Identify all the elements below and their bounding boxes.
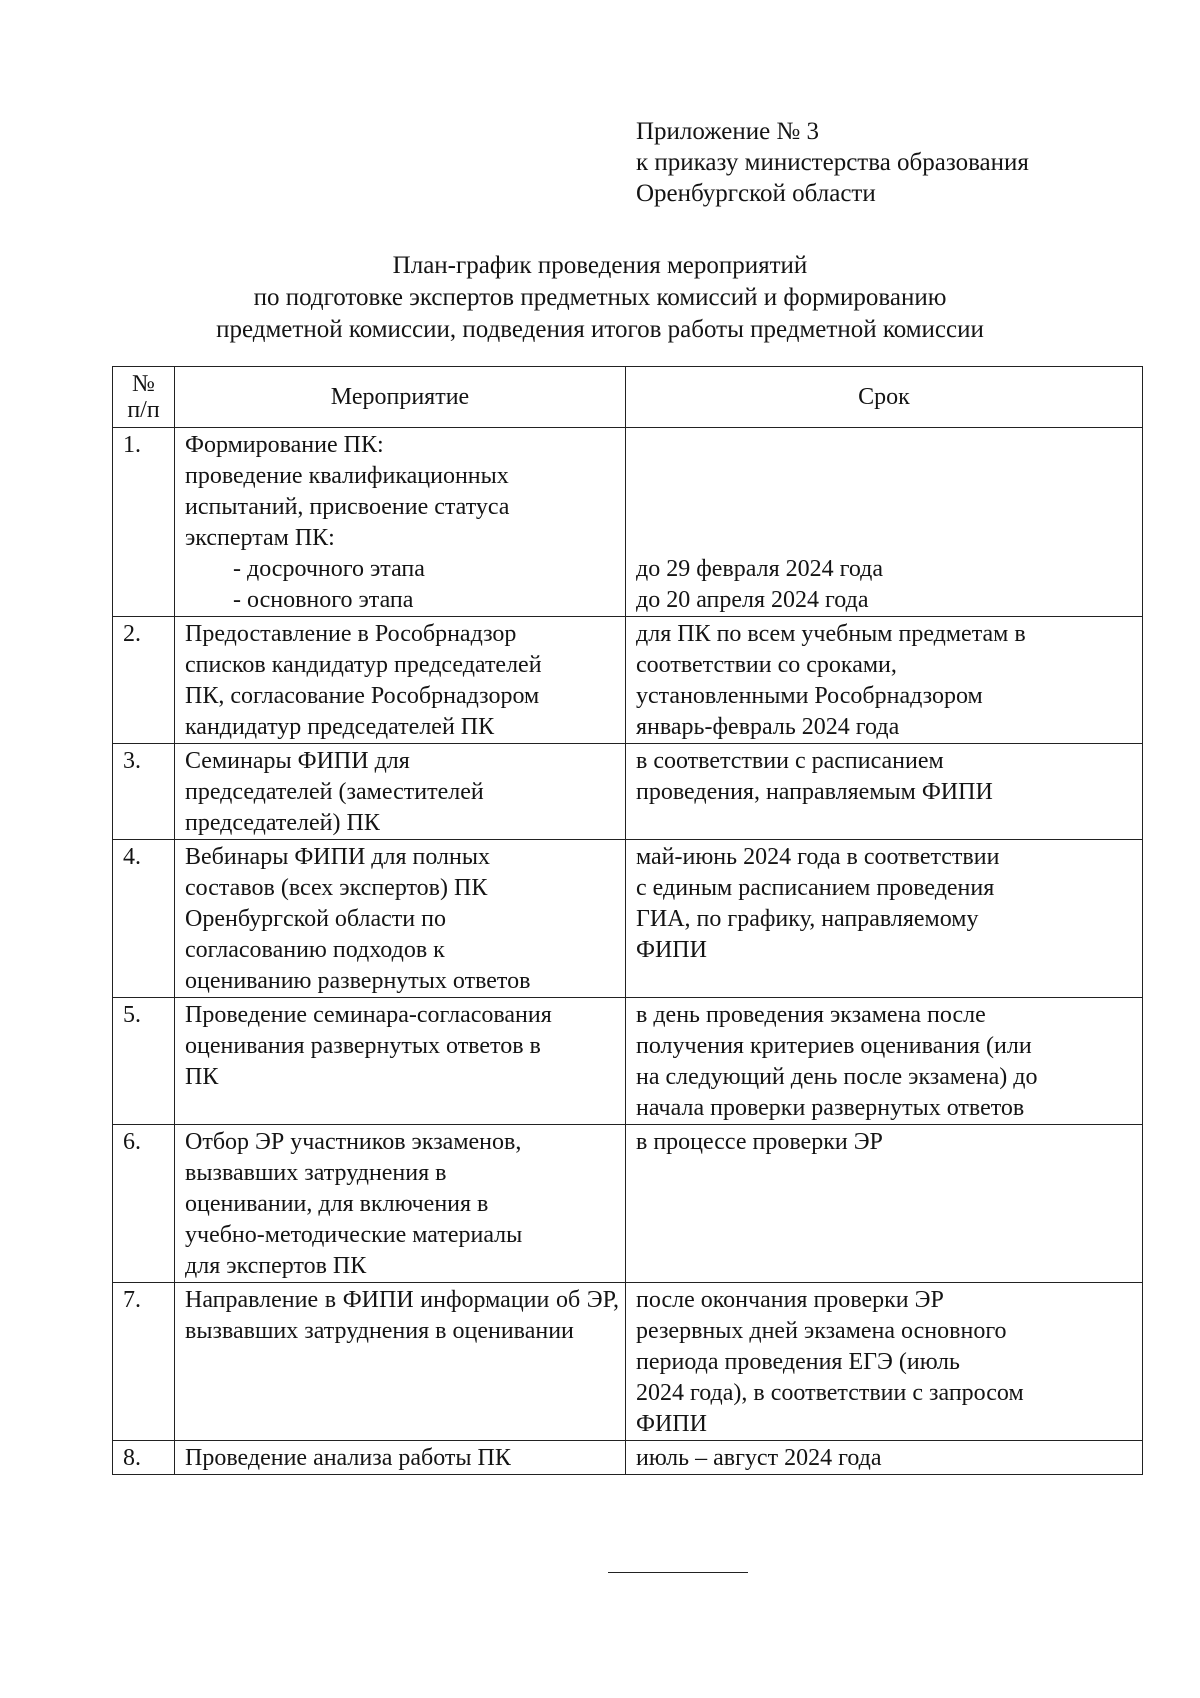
table-row (113, 617, 1143, 744)
row-number: 4. (113, 840, 175, 998)
table-row (113, 1441, 1143, 1475)
header-event: Мероприятие (175, 367, 626, 428)
table-row (113, 428, 1143, 617)
row-deadline: в процессе проверки ЭР (626, 1125, 1143, 1283)
table-row (113, 744, 1143, 840)
table-row (113, 1283, 1143, 1441)
row-deadline: май-июнь 2024 года в соответствии с единым расписанием проведения ГИА, по графику, направляемому ФИПИ (626, 840, 1143, 998)
schedule-table (112, 366, 1143, 1475)
table-header-row (113, 367, 1143, 428)
row-number: 6. (113, 1125, 175, 1283)
table-row (113, 1125, 1143, 1283)
document-title (100, 250, 1100, 346)
row-number: 1. (113, 428, 175, 617)
appendix-line: Оренбургской области (636, 180, 876, 207)
row-deadline: для ПК по всем учебным предметам в соответствии со сроками, установленными Рособрнадзором январь-февраль 2024 года (626, 617, 1143, 744)
row-deadline: до 29 февраля 2024 года до 20 апреля 2024 года (626, 428, 1143, 617)
appendix-header (636, 116, 1029, 209)
row-deadline: июль – август 2024 года (626, 1441, 1143, 1475)
title-line: по подготовке экспертов предметных комиссий и формированию (253, 284, 947, 311)
header-number: № п/п (113, 367, 175, 428)
row-number: 3. (113, 744, 175, 840)
title-line: предметной комиссии, подведения итогов работы предметной комиссии (216, 316, 984, 343)
row-number: 7. (113, 1283, 175, 1441)
table-row (113, 998, 1143, 1125)
row-event: Семинары ФИПИ для председателей (заместителей председателей) ПК (175, 744, 626, 840)
row-event: Предоставление в Рособрнадзор списков кандидатур председателей ПК, согласование Рособрнадзором кандидатур председателей ПК (175, 617, 626, 744)
appendix-line: к приказу министерства образования (636, 149, 1029, 176)
title-line: План-график проведения мероприятий (392, 252, 808, 279)
row-event: Проведение анализа работы ПК (175, 1441, 626, 1475)
row-deadline: после окончания проверки ЭР резервных дней экзамена основного периода проведения ЕГЭ (июль 2024 года), в соответствии с запросом ФИПИ (626, 1283, 1143, 1441)
table-row (113, 840, 1143, 998)
row-number: 5. (113, 998, 175, 1125)
row-event: Формирование ПК: проведение квалификационных испытаний, присвоение статуса экспертам ПК: - досрочного этапа - основного этапа (175, 428, 626, 617)
row-event: Направление в ФИПИ информации об ЭР, вызвавших затруднения в оценивании (175, 1283, 626, 1441)
end-divider (608, 1572, 748, 1573)
row-number: 2. (113, 617, 175, 744)
row-event: Вебинары ФИПИ для полных составов (всех экспертов) ПК Оренбургской области по согласованию подходов к оцениванию развернутых ответов (175, 840, 626, 998)
row-event: Отбор ЭР участников экзаменов, вызвавших затруднения в оценивании, для включения в учебно-методические материалы для экспертов ПК (175, 1125, 626, 1283)
row-deadline: в день проведения экзамена после получения критериев оценивания (или на следующий день после экзамена) до начала проверки развернутых ответов (626, 998, 1143, 1125)
header-deadline: Срок (626, 367, 1143, 428)
row-number: 8. (113, 1441, 175, 1475)
appendix-line: Приложение № 3 (636, 118, 820, 145)
row-deadline: в соответствии с расписанием проведения, направляемым ФИПИ (626, 744, 1143, 840)
row-event: Проведение семинара-согласования оценивания развернутых ответов в ПК (175, 998, 626, 1125)
